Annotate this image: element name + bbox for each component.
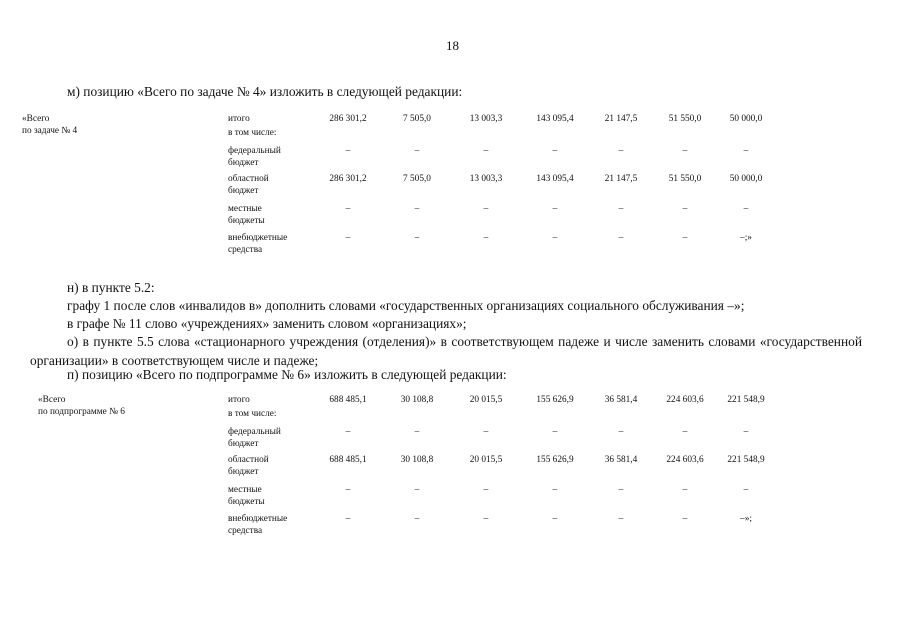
table-cell: – [483, 514, 489, 524]
table-cell: – [743, 485, 749, 495]
paragraph-n: н) в пункте 5.2: [67, 280, 155, 295]
table-cell: – [618, 485, 624, 495]
table-category-label: внебюджетные [228, 514, 288, 524]
table-cell: 21 147,5 [604, 114, 638, 124]
table-cell: – [552, 204, 558, 214]
table-category-label: в том числе: [228, 128, 277, 138]
table-cell: –»; [740, 514, 752, 524]
table-cell: – [345, 514, 351, 524]
table-cell: – [345, 233, 351, 243]
table-cell: 155 626,9 [536, 395, 574, 405]
table-cell: 143 095,4 [536, 174, 574, 184]
table-cell: – [414, 427, 420, 437]
table-category-label: в том числе: [228, 409, 277, 419]
table-category-label: областной [228, 174, 269, 184]
table-cell: – [483, 427, 489, 437]
table-cell: – [682, 204, 688, 214]
paragraph-grafa-11: в графе № 11 слово «учреждениях» заменить словом «организациях»; [67, 316, 467, 331]
table-row-label: «Всего [38, 395, 66, 405]
table-category-label: бюджет [228, 439, 259, 449]
table-row-label: «Всего [22, 114, 50, 124]
table-cell: 7 505,0 [403, 114, 431, 124]
table-cell: 51 550,0 [668, 174, 702, 184]
table-category-label: бюджеты [228, 216, 265, 226]
table-category-label: итого [228, 114, 250, 124]
table-cell: – [743, 427, 749, 437]
table-cell: 30 108,8 [400, 395, 434, 405]
table-category-label: федеральный [228, 146, 281, 156]
table-category-label: областной [228, 455, 269, 465]
table-cell: – [414, 514, 420, 524]
table-cell: 286 301,2 [329, 114, 367, 124]
paragraph-grafa-1: графу 1 после слов «инвалидов в» дополнить словами «государственных организациях социального обслуживания –»; [67, 298, 745, 313]
table-cell: –;» [740, 233, 752, 243]
table-cell: – [618, 146, 624, 156]
table-cell: 7 505,0 [403, 174, 431, 184]
table-cell: 155 626,9 [536, 455, 574, 465]
table-category-label: бюджет [228, 186, 259, 196]
table-category-label: федеральный [228, 427, 281, 437]
table-cell: 688 485,1 [329, 395, 367, 405]
table-category-label: итого [228, 395, 250, 405]
table-cell: – [552, 485, 558, 495]
table-cell: – [682, 514, 688, 524]
table-cell: – [618, 427, 624, 437]
table-category-label: местные [228, 204, 262, 214]
table-cell: 50 000,0 [729, 114, 763, 124]
table-cell: 20 015,5 [469, 395, 503, 405]
table-cell: – [618, 233, 624, 243]
table-cell: – [483, 204, 489, 214]
table-cell: – [483, 146, 489, 156]
table-cell: 143 095,4 [536, 114, 574, 124]
table-cell: 36 581,4 [604, 455, 638, 465]
table-cell: – [345, 485, 351, 495]
table-cell: 13 003,3 [469, 174, 503, 184]
table-cell: – [345, 146, 351, 156]
table-category-label: средства [228, 526, 263, 536]
table-cell: – [483, 485, 489, 495]
paragraph-o: о) в пункте 5.5 слова «стационарного учреждения (отделения)» в соответствующем падеже и числе заменить словами «государственной организации» в соответствующем числе и падеже; [30, 334, 862, 368]
table-cell: – [483, 233, 489, 243]
table-cell: 224 603,6 [666, 455, 704, 465]
table-cell: – [345, 427, 351, 437]
table-category-label: местные [228, 485, 262, 495]
table-cell: 21 147,5 [604, 174, 638, 184]
table-category-label: бюджет [228, 467, 259, 477]
table-cell: 688 485,1 [329, 455, 367, 465]
table-cell: – [552, 427, 558, 437]
table-cell: 51 550,0 [668, 114, 702, 124]
table-cell: – [682, 485, 688, 495]
table-category-label: внебюджетные [228, 233, 288, 243]
table-category-label: средства [228, 245, 263, 255]
table-cell: – [743, 204, 749, 214]
table-cell: – [552, 233, 558, 243]
table-cell: – [414, 485, 420, 495]
table-cell: – [743, 146, 749, 156]
table-cell: 224 603,6 [666, 395, 704, 405]
table-row-label: по подпрограмме № 6 [38, 407, 125, 417]
table-cell: – [414, 204, 420, 214]
table-cell: 221 548,9 [727, 455, 765, 465]
table-cell: – [618, 514, 624, 524]
table-cell: 36 581,4 [604, 395, 638, 405]
table-cell: – [414, 233, 420, 243]
table-cell: 50 000,0 [729, 174, 763, 184]
table-cell: 221 548,9 [727, 395, 765, 405]
table-cell: – [682, 233, 688, 243]
table-cell: – [552, 146, 558, 156]
table-cell: – [414, 146, 420, 156]
table-cell: – [552, 514, 558, 524]
table-cell: – [345, 204, 351, 214]
page-number: 18 [446, 38, 459, 53]
table-category-label: бюджеты [228, 497, 265, 507]
table-cell: – [682, 146, 688, 156]
table-cell: – [618, 204, 624, 214]
table-cell: 30 108,8 [400, 455, 434, 465]
paragraph-m: м) позицию «Всего по задаче № 4» изложить в следующей редакции: [67, 84, 463, 99]
table-cell: 286 301,2 [329, 174, 367, 184]
table-row-label: по задаче № 4 [22, 126, 78, 136]
table-cell: – [682, 427, 688, 437]
table-cell: 20 015,5 [469, 455, 503, 465]
paragraph-p: п) позицию «Всего по подпрограмме № 6» изложить в следующей редакции: [67, 367, 507, 382]
table-cell: 13 003,3 [469, 114, 503, 124]
table-category-label: бюджет [228, 158, 259, 168]
